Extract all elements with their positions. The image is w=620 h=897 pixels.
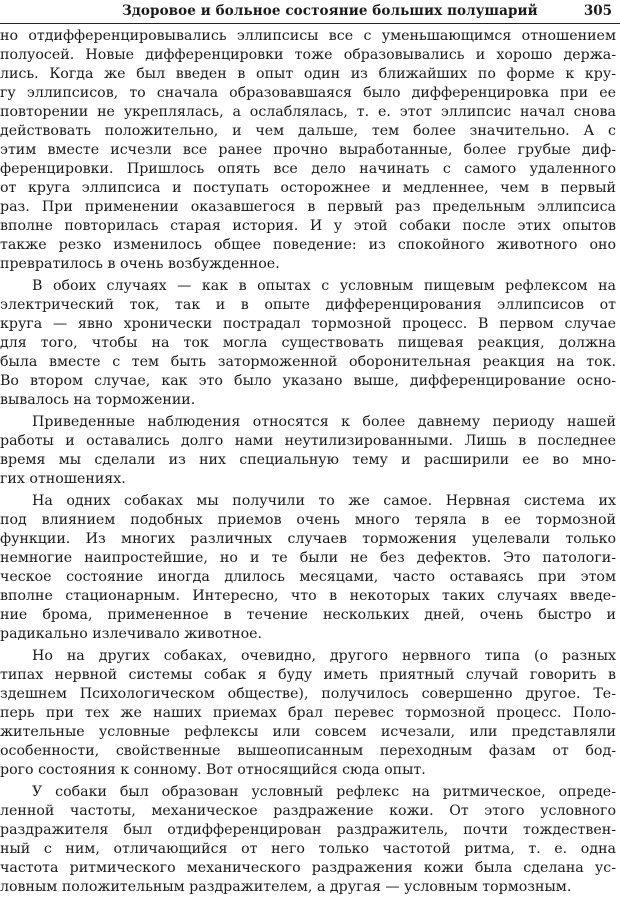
text-line: работы и оставались долго нами неутилизированными. Лишь в последнее xyxy=(0,433,616,449)
text-line: ческое состояние иногда длилось месяцами, часто оставаясь при этом xyxy=(0,569,616,585)
paragraph xyxy=(0,647,616,780)
text-line: но отдифференцировывались эллипсисы все с уменьшающимся отношением xyxy=(0,28,616,44)
paragraph xyxy=(0,27,616,274)
text-line: На одних собаках мы получили то же самое. Нервная система их xyxy=(32,493,616,509)
paragraph xyxy=(0,277,616,410)
text-line: гу эллипсисов, то сначала образовавшаяся было дифференцировка при ее xyxy=(0,85,616,101)
text-line: была вместе с тем быть заторможенной оборонительная реакция на ток. xyxy=(0,354,616,370)
text-line: ный с ним, отличающийся от него только частотой ритма, т. е. одна xyxy=(0,841,616,857)
paragraph xyxy=(0,413,616,489)
paragraph xyxy=(0,492,616,644)
text-line: для того, чтобы на ток могла существовать пищевая реакция, должна xyxy=(0,335,616,351)
text-line: полуосей. Новые дифференцировки тоже образовывались и хорошо держа- xyxy=(0,47,616,63)
text-line: В обоих случаях — как в опытах с условным пищевым рефлексом на xyxy=(32,278,616,294)
text-line: этим вместе исчезли все ранее прочно выработанные, более грубые диф- xyxy=(0,142,616,158)
running-header xyxy=(0,0,620,26)
text-line: электрический ток, так и в опыте дифференцирования эллипсисов от xyxy=(0,297,616,313)
text-line: также резко изменилось общее поведение: из спокойного животного оно xyxy=(0,237,616,253)
text-line: ференцировки. Пришлось опять все дело начинать с самого удаленного xyxy=(0,161,616,177)
text-line: функции. Из многих различных случаев торможения уцелевали только xyxy=(0,531,616,547)
text-line: под влиянием подобных приемов очень много теряла в ее тормозной xyxy=(0,512,616,528)
text-line: немногие наипростейшие, но и те были не без дефектов. Это патологи- xyxy=(0,550,616,566)
text-line: вполне повторилась старая история. И у этой собаки после этих опытов xyxy=(0,218,616,234)
text-line: особенности, свойственные вышеописанным переходным фазам от бод- xyxy=(0,743,616,759)
text-line: здешнем Психологическом обществе), получилось совершенно другое. Те- xyxy=(0,686,616,702)
text-line: вполне стационарным. Интересно, что в некоторых таких случаях введе- xyxy=(0,588,616,604)
paragraph xyxy=(0,783,616,897)
text-line: вывалось на торможении. xyxy=(0,392,196,408)
text-line: лись. Когда же был введен в опыт один из ближайших по форме к кру- xyxy=(0,66,616,82)
text-line: гих отношениях. xyxy=(0,471,126,487)
text-line: Во втором случае, как это было указано выше, дифференцирование осно- xyxy=(0,373,616,389)
text-line: типах нервной системы собак я буду иметь приятный случай говорить в xyxy=(0,667,616,683)
text-line: частота ритмического механического раздражения кожи была сделана ус- xyxy=(0,860,616,876)
text-line: раз. При применении оказавшегося в первый раз предельным эллипсиса xyxy=(0,199,616,215)
text-line: ленной частоты, механическое раздражение кожи. От этого условного xyxy=(0,803,616,819)
text-line: ловным положительным раздражителем, а другая — условным тормозным. xyxy=(0,879,572,895)
text-line: превратилось в очень возбужденное. xyxy=(0,256,280,272)
text-line: жительные условные рефлексы или совсем исчезали, или представляли xyxy=(0,724,616,740)
text-line: действовать положительно, и чем дальше, тем более значительно. А с xyxy=(0,123,616,139)
text-line: время мы сделали из них специальную тему и расширили ее во мно- xyxy=(0,452,616,468)
text-line: ние брома, примененное в течение нескольких дней, очень быстро и xyxy=(0,607,616,623)
text-line: от круга эллипсиса и поступать осторожнее и медленнее, чем в первый xyxy=(0,180,616,196)
header-rule xyxy=(0,23,620,24)
text-line: У собаки был образован условный рефлекс на ритмическое, опреде- xyxy=(32,784,616,800)
text-line: радикально излечивало животное. xyxy=(0,626,263,642)
text-line: перь при тех же наших приемах брал перевес тормозной процесс. Поло- xyxy=(0,705,616,721)
text-line: Но на других собаках, очевидно, другого нервного типа (о разных xyxy=(32,648,616,664)
page-number: 305 xyxy=(583,3,612,19)
text-line: Приведенные наблюдения относятся к более давнему периоду нашей xyxy=(32,414,616,430)
text-line: повторении не укреплялась, а ослаблялась, т. е. этот эллипсис начал снова xyxy=(0,104,616,120)
text-line: раздражителя был отдифференцирован раздражитель, почти тождествен- xyxy=(0,822,616,838)
text-line: круга — явно хронически пострадал тормозной процесс. В первом случае xyxy=(0,316,616,332)
running-title: Здоровое и больное состояние больших полушарий xyxy=(122,3,538,19)
body-text xyxy=(0,27,616,897)
text-line: рого состояния к сонному. Вот относящийся сюда опыт. xyxy=(0,762,426,778)
